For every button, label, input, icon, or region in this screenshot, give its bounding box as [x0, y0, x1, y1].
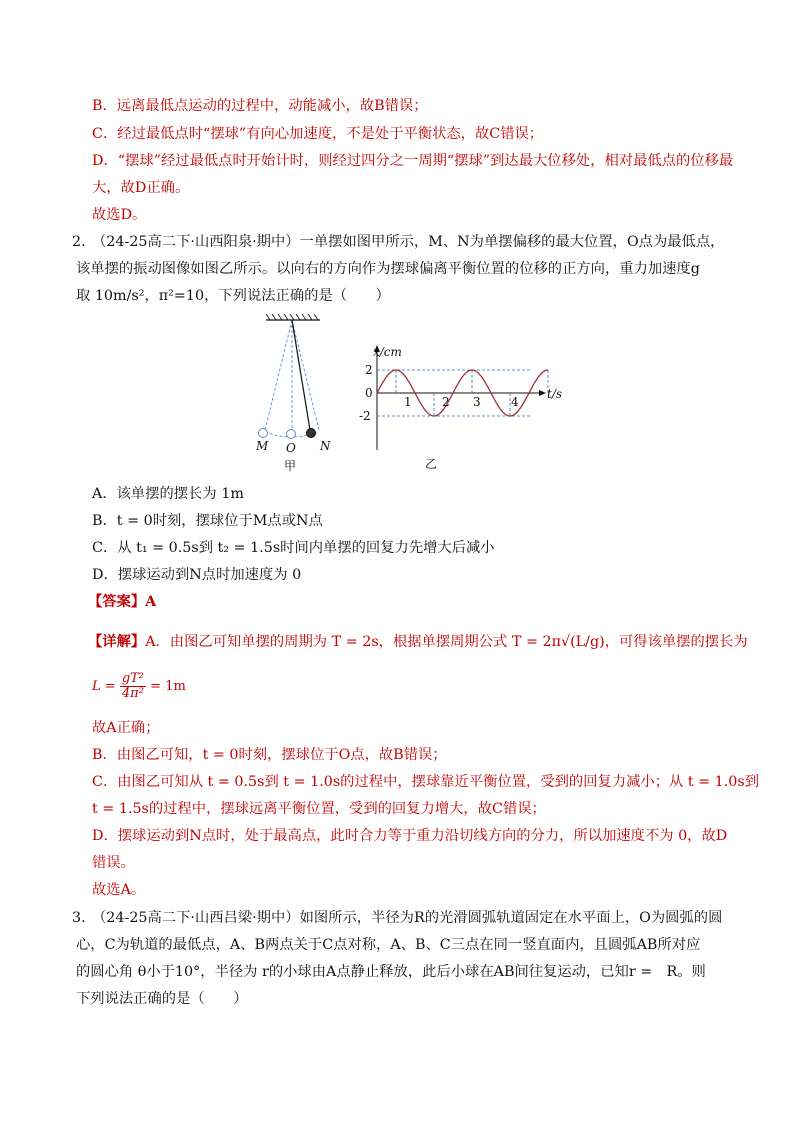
solution-line-c: C．经过最低点时“摆球”有向心加速度，不是处于平衡状态，故C错误； [92, 126, 544, 142]
detail-d2: 错误。 [92, 855, 135, 871]
formula-fraction [120, 672, 146, 701]
x-tick-4: 4 [511, 395, 519, 409]
detail-choose: 故选A。 [92, 882, 146, 898]
detail-text: A．由图乙可知单摆的周期为 T = 2s，根据单摆周期公式 T = 2π√(L/g)，可得该单摆的摆长为 [145, 634, 748, 650]
figure-caption-b: 乙 [425, 457, 438, 471]
x-tick-1: 1 [404, 395, 412, 409]
y-tick-0: 0 [365, 386, 373, 400]
formula-lhs: L = [92, 679, 116, 694]
y-tick-neg2: -2 [359, 409, 371, 423]
question-number: 2． [72, 234, 96, 250]
x-axis-label: t/s [547, 387, 563, 401]
x-tick-2: 2 [442, 395, 450, 409]
option-a: A．该单摆的摆长为 1m [92, 486, 244, 502]
y-tick-2: 2 [365, 363, 373, 377]
question-stem-line3: 取 10m/s²，π²=10，下列说法正确的是（ ） [76, 288, 390, 304]
question3-line2: 心，C为轨道的最低点，A、B两点关于C点对称，A、B、C三点在同一竖直面内，且圆弧AB所对应 [76, 937, 701, 953]
vibration-graph [355, 340, 570, 475]
detail-c2: t = 1.5s的过程中，摆球远离平衡位置，受到的回复力增大，故C错误； [92, 801, 546, 817]
solution-line-d2: 大，故D正确。 [92, 180, 190, 196]
option-d: D．摆球运动到N点时加速度为 0 [92, 567, 302, 583]
formula-numerator: gT² [121, 671, 145, 686]
pendulum-figure [248, 312, 348, 472]
question3-number: 3． [72, 910, 96, 926]
question3-line3: 的圆心角 θ小于10°，半径为 r的小球由A点静止释放，此后小球在AB间往复运动，已知r = R。则 [76, 964, 706, 980]
figure-caption-a: 甲 [284, 459, 297, 472]
solution-choose: 故选D。 [92, 207, 147, 223]
label-n: N [320, 439, 331, 453]
option-c: C．从 t₁ = 0.5s到 t₂ = 1.5s时间内单摆的回复力先增大后减小 [92, 540, 495, 556]
formula-denominator: 4π² [121, 686, 144, 701]
detail-c1: C．由图乙可知从 t = 0.5s到 t = 1.0s的过程中，摆球靠近平衡位置，受到的回复力减小；从 t = 1.0s到 [92, 774, 760, 790]
length-formula [92, 672, 186, 701]
solution-line-d1: D．“摆球”经过最低点时开始计时，则经过四分之一周期“摆球”到达最大位移处，相对最低点的位移最 [92, 153, 734, 169]
question3-line1: （24-25高二下·山西吕梁·期中）如图所示，半径为R的光滑圆弧轨道固定在水平面上，O为圆弧的圆 [92, 910, 723, 926]
detail-a-correct: 故A正确； [92, 720, 160, 736]
detail-line1 [88, 632, 748, 652]
question-stem-line1: （24-25高二下·山西阳泉·期中）一单摆如图甲所示，M、N为单摆偏移的最大位置，O点为最低点， [92, 234, 725, 250]
answer-tag: 【答案】A [88, 594, 157, 610]
question3-line4: 下列说法正确的是（ ） [76, 991, 248, 1007]
question-stem-line2: 该单摆的振动图像如图乙所示。以向右的方向作为摆球偏离平衡位置的位移的正方向，重力加速度g [76, 261, 700, 277]
detail-d1: D．摆球运动到N点时，处于最高点，此时合力等于重力沿切线方向的分力，所以加速度不为 0，故D [92, 828, 728, 844]
formula-rhs: = 1m [150, 679, 186, 694]
y-axis-label: x/cm [373, 345, 402, 359]
label-o: O [286, 441, 296, 455]
option-b: B．t = 0时刻，摆球位于M点或N点 [92, 513, 323, 529]
detail-b: B．由图乙可知，t = 0时刻，摆球位于O点，故B错误； [92, 747, 447, 763]
label-m: M [256, 439, 269, 453]
solution-line-b: B．远离最低点运动的过程中，动能减小，故B错误； [92, 98, 428, 114]
detail-tag: 【详解】 [88, 634, 146, 650]
x-tick-3: 3 [473, 395, 481, 409]
